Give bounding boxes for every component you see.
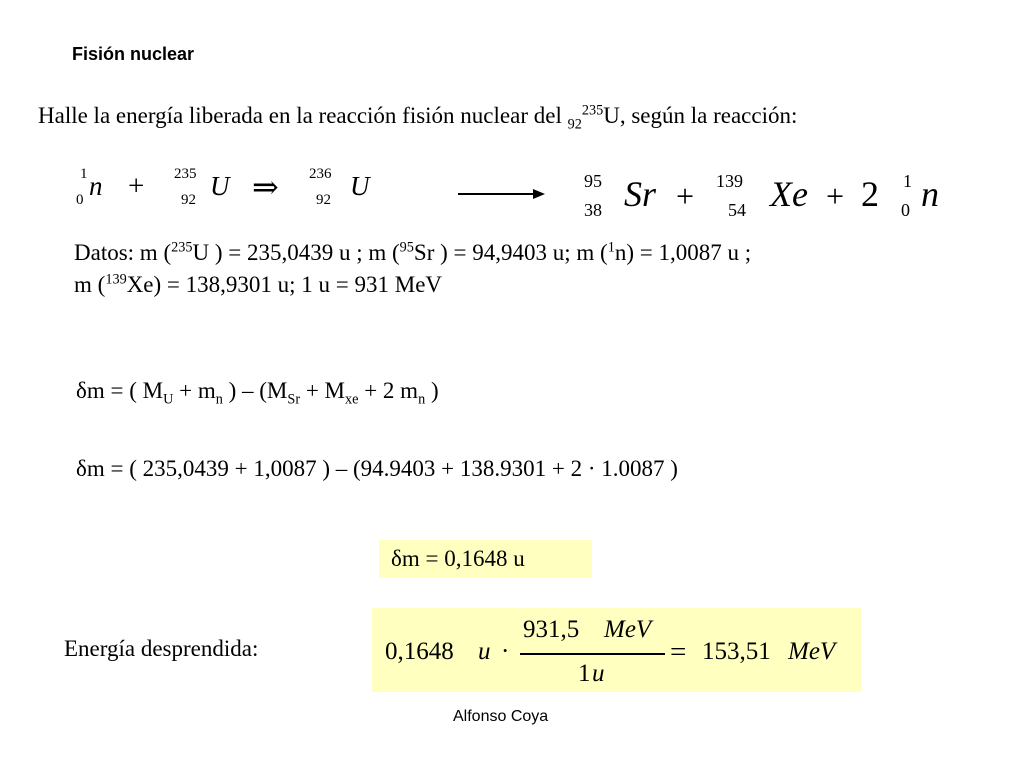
text-run: Datos: m (	[74, 240, 172, 265]
neutron2-mass-number: 1	[903, 171, 912, 191]
mass-defect-formula	[76, 378, 439, 408]
fraction-bar	[520, 653, 665, 655]
neutron2-symbol: n	[921, 174, 939, 214]
uranium236-symbol: U	[350, 171, 370, 201]
plus-sign: +	[826, 178, 845, 214]
reaction-arrow-head	[533, 189, 545, 199]
superscript: 95	[399, 239, 414, 256]
problem-atomic-number: 92	[567, 116, 582, 133]
multiply-dot: ·	[501, 638, 510, 665]
plus-sign: +	[676, 178, 695, 214]
xenon-symbol: Xe	[770, 174, 808, 214]
text-run: + 2 m	[358, 378, 419, 403]
given-data-line-2	[74, 272, 442, 298]
given-data-line-1	[74, 240, 751, 266]
text-run: + m	[173, 378, 216, 403]
uranium235-atomic-number: 92	[181, 192, 196, 208]
xenon-mass-number: 139	[716, 171, 743, 191]
uranium235-symbol: U	[210, 171, 230, 201]
superscript: 1	[607, 239, 615, 256]
text-run: U ) = 235,0439 u ; m (	[192, 240, 400, 265]
implies-arrow: ⇒	[252, 169, 279, 205]
fraction-denominator-unit: u	[592, 660, 605, 687]
subscript: Sr	[287, 391, 301, 408]
uranium236-atomic-number: 92	[316, 192, 331, 208]
strontium-symbol: Sr	[624, 174, 657, 214]
strontium-mass-number: 95	[584, 171, 602, 191]
text-run: + M	[300, 378, 345, 403]
subscript: n	[215, 391, 223, 408]
problem-element: U	[603, 103, 620, 128]
text-run: δm = ( M	[76, 378, 164, 403]
fraction-denominator-value: 1	[578, 660, 591, 687]
neutron-charge-number: 0	[76, 192, 84, 208]
problem-mass-number: 235	[581, 102, 604, 119]
author-credit: Alfonso Coya	[453, 708, 549, 725]
superscript: 235	[171, 239, 193, 256]
page-title: Fisión nuclear	[72, 44, 195, 64]
energy-calculation-box	[372, 608, 861, 692]
subscript: n	[418, 391, 426, 408]
equals-sign: =	[670, 636, 687, 668]
uranium236-mass-number: 236	[309, 166, 332, 182]
text-run: Sr ) = 94,9403 u; m (	[413, 240, 608, 265]
superscript: 139	[105, 271, 127, 288]
plus-sign: +	[128, 170, 145, 202]
uranium235-mass-number: 235	[174, 166, 197, 182]
mass-defect-result: δm = 0,1648 u	[379, 540, 592, 578]
fraction-numerator-value: 931,5	[523, 616, 580, 643]
energy-mass-value: 0,1648	[385, 638, 454, 665]
problem-suffix: , según la reacción:	[619, 103, 798, 128]
text-run: m (	[74, 272, 106, 297]
energy-result-unit: MeV	[788, 638, 836, 665]
neutron-mass-number: 1	[80, 166, 88, 182]
text-run: n) = 1,0087 u ;	[614, 240, 752, 265]
text-run: )	[425, 378, 439, 403]
text-run: Xe) = 138,9301 u; 1 u = 931 MeV	[126, 272, 443, 297]
subscript: U	[163, 391, 174, 408]
energy-result-value: 153,51	[702, 638, 771, 665]
text-run: ) – (M	[222, 378, 288, 403]
energy-label: Energía desprendida:	[64, 636, 259, 661]
energy-mass-unit: u	[478, 638, 491, 665]
neutron-symbol: n	[89, 171, 103, 201]
reaction-arrow-shaft	[458, 193, 538, 195]
problem-prefix: Halle la energía liberada en la reacción fisión nuclear del	[38, 103, 568, 128]
xenon-atomic-number: 54	[728, 200, 746, 220]
subscript: xe	[344, 391, 359, 408]
neutron2-charge-number: 0	[901, 200, 910, 220]
fraction-numerator-unit: MeV	[604, 616, 652, 643]
strontium-atomic-number: 38	[584, 200, 602, 220]
problem-statement	[38, 102, 798, 133]
neutron-coefficient: 2	[861, 174, 879, 214]
mass-defect-substitution: δm = ( 235,0439 + 1,0087 ) – (94.9403 + 138.9301 + 2 · 1.0087 )	[76, 456, 678, 481]
